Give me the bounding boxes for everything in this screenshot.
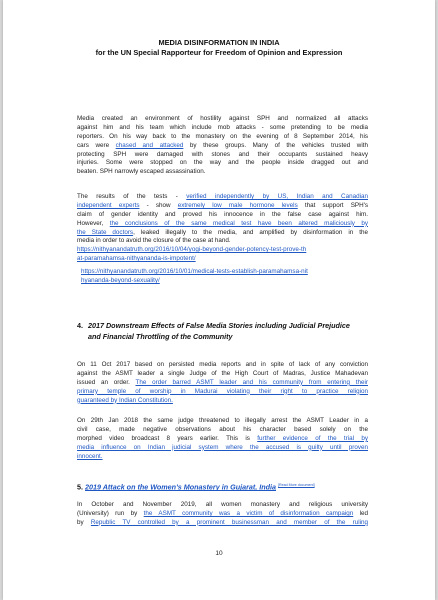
url-potency-test[interactable]: https://nithyanandatruth.org/2016/10/04/yogi-beyond-gender-potency-test-prove-th <box>77 246 307 254</box>
url-potency-test-cont[interactable]: at-paramahamsa-nithyananda-is-impotent/ <box>77 255 196 263</box>
text-line: However, the conclusions of the same medical test have been altered maliciously by <box>77 219 368 227</box>
paragraph-2018-threat <box>77 417 368 461</box>
text-line: (University) run by the ASMT community was a victim of disinformation campaign led <box>77 509 368 517</box>
text-line: against the ASMT leader a single Judge of the High Court of Madras, Justice Mahadevan <box>77 369 368 377</box>
text-line: by Republic TV controlled by a prominent businessman and member of the ruling <box>77 518 368 526</box>
text-line: In October and November 2019, all women monastery and religious university <box>77 501 368 508</box>
text-line <box>77 246 368 255</box>
text-line: against him and his team which include mob attacks - some pretending to be media <box>77 123 368 131</box>
paragraph-media-hostility <box>77 115 368 177</box>
section-5-heading <box>77 480 368 492</box>
text-line: injuries. Some were stopped on the way and the people inside dragged out and <box>77 159 368 167</box>
section-number: 5. <box>77 482 83 492</box>
link-disinformation-campaign[interactable]: the ASMT community was a victim of disinformation campaign <box>143 509 354 517</box>
medical-tests-link-block <box>81 268 367 286</box>
document-page <box>3 0 435 600</box>
link-altered-conclusions[interactable]: the conclusions of the same medical test have been altered maliciously by <box>109 219 368 227</box>
link-trial-by-media[interactable]: further evidence of the trial by <box>257 434 368 442</box>
paragraph-2019-attack <box>77 501 368 528</box>
link-state-doctors[interactable]: the State doctors <box>77 228 134 236</box>
text-line <box>77 255 368 264</box>
link-republic-tv[interactable]: Republic TV controlled by a prominent businessman and member of the ruling <box>90 518 368 526</box>
text-line: reporters. On his way back to the monastery on the evening of 8 September 2014, his <box>77 132 368 140</box>
text-line <box>77 397 368 406</box>
link-chased-attacked[interactable]: chased and attacked <box>115 141 184 149</box>
section-title: 2017 Downstream Effects of False Media Stories including Judicial Prejudice <box>88 321 350 330</box>
text-line: On 29th Jan 2018 the same judge threatened to illegally arrest the ASMT Leader in a <box>77 417 368 424</box>
document-title: MEDIA DISINFORMATION IN INDIA <box>158 38 280 47</box>
text-line: The results of the tests - verified independently by US, Indian and Canadian <box>77 193 368 200</box>
text-line: civil case, made negative observations about his character based solely on the <box>77 425 368 433</box>
text-line: the State doctors, leaked illegally to the media, and amplified by disinformation in the <box>77 228 368 236</box>
text-line: media in order to avoid the closure of the case at hand. <box>77 237 231 245</box>
link-order-barred[interactable]: The order barred ASMT leader and his community from entering their <box>135 378 368 386</box>
text-line: Media created an environment of hostility against SPH and normalized all attacks <box>77 115 368 122</box>
url-medical-tests-cont[interactable]: hyananda-beyond-sexuality/ <box>81 276 160 284</box>
paragraph-test-results <box>77 193 368 264</box>
text-line: morphed video broadcast 8 years earlier. This is further evidence of the trial by <box>77 434 368 442</box>
text-line: cars were chased and attacked by these groups. Many of the vehicles trusted with <box>77 141 368 149</box>
link-hormone-levels[interactable]: extremely low male hormone levels <box>177 201 298 209</box>
text-line <box>77 444 368 453</box>
paragraph-2017-order <box>77 361 368 405</box>
text-line: claim of gender identity and proved his innocence in the false case against him. <box>77 210 368 218</box>
section-5-title-link[interactable]: 2019 Attack on the Women's Monastery in Gujarat, India <box>85 482 277 492</box>
link-verified-experts[interactable]: verified independently by US, Indian and Canadian <box>186 193 368 200</box>
page-number: 10 <box>215 550 223 557</box>
text-line: protecting SPH were damaged with stones and their occupants sustained heavy <box>77 150 368 158</box>
text-line: issued an order. The order barred ASMT leader and his community from entering their <box>77 378 368 386</box>
text-line <box>77 453 368 462</box>
text-line <box>77 388 368 397</box>
section-number: 4. <box>77 321 83 330</box>
link-constitution[interactable]: guaranteed by Indian Constitution. <box>77 396 173 404</box>
read-more-link[interactable]: [Read More document] <box>278 483 315 487</box>
url-medical-tests[interactable]: https://nithyanandatruth.org/2016/10/01/medical-tests-establish-paramahamsa-nit <box>81 268 308 275</box>
text-line: beaten. SPH narrowly escaped assassination. <box>77 168 206 176</box>
text-line: On 11 Oct 2017 based on persisted media reports and in spite of lack of any conviction <box>77 361 368 368</box>
section-4-heading <box>77 320 368 342</box>
document-header <box>3 38 435 58</box>
document-subtitle: for the UN Special Rapporteur for Freedom of Opinion and Expression <box>95 48 343 57</box>
text-line: independent experts - show extremely low male hormone levels that support SPH's <box>77 201 368 209</box>
link-temple-worship[interactable]: primary temple of worship in Madurai violating their right to practice religion <box>77 387 368 395</box>
section-title-cont: and Financial Throttling of the Community <box>88 332 233 341</box>
link-innocent[interactable]: innocent. <box>77 452 103 460</box>
link-independent-experts[interactable]: independent experts <box>77 201 140 209</box>
link-judicial-influence[interactable]: media influence on Indian judicial system where the accused is guilty until proven <box>77 443 368 451</box>
